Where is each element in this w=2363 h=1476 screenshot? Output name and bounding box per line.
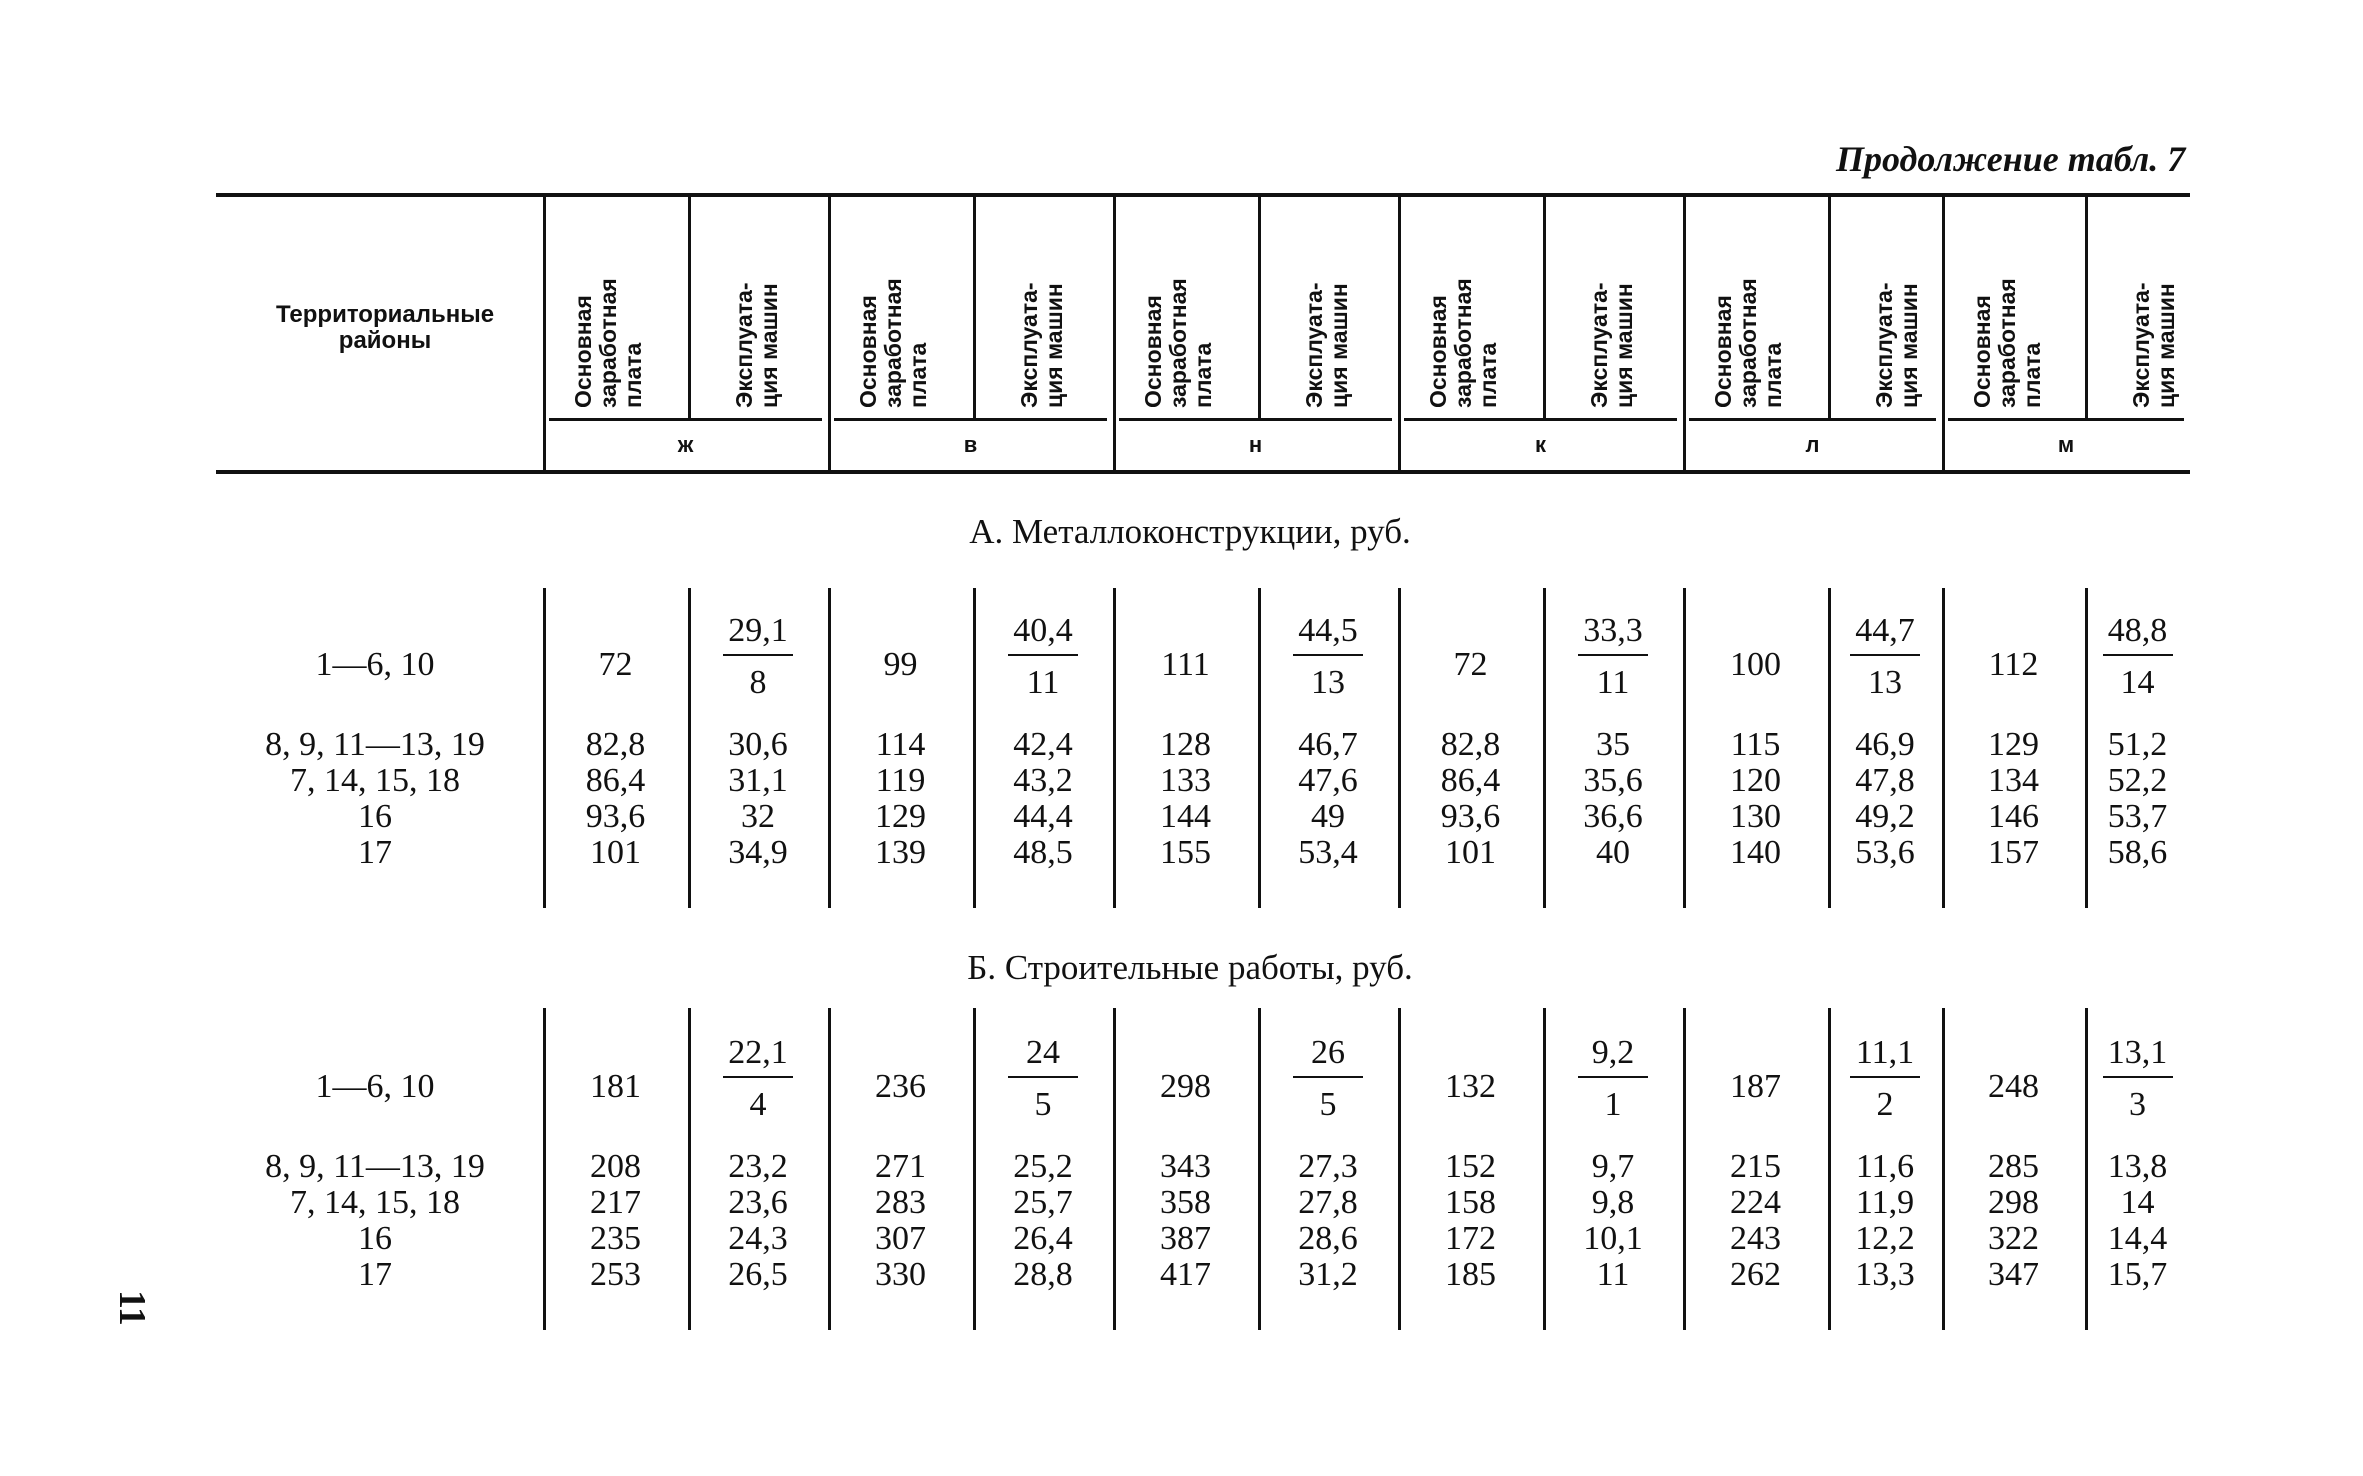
table-cell: 157 (1988, 834, 2039, 871)
body-column-divider (1543, 1008, 1546, 1330)
section-title: Б. Строительные работы, руб. (967, 948, 1413, 987)
fraction-denominator: 5 (1034, 1086, 1052, 1123)
fraction-denominator: 11 (1026, 664, 1060, 701)
table-cell: 28,8 (1013, 1256, 1073, 1293)
table-cell: 217 (590, 1184, 641, 1221)
header-subrule (1689, 418, 1936, 421)
table-cell: 12,2 (1855, 1220, 1915, 1257)
table-cell: 387 (1160, 1220, 1211, 1257)
header-machine-operation: Эксплуата- ция машин (731, 282, 782, 408)
table-cell: 25,2 (1013, 1148, 1073, 1185)
body-column-divider (688, 1008, 691, 1330)
table-cell: 34,9 (728, 834, 788, 871)
fraction-denominator: 2 (1876, 1086, 1894, 1123)
base-wage-value: 111 (1161, 646, 1210, 683)
table-cell: 224 (1730, 1184, 1781, 1221)
table-cell: 14 (2120, 1184, 2155, 1221)
fraction-denominator: 5 (1319, 1086, 1337, 1123)
header-sub-divider (1828, 197, 1831, 419)
table-cell: 101 (590, 834, 641, 871)
table-cell: 24,3 (728, 1220, 788, 1257)
table-cell: 283 (875, 1184, 926, 1221)
body-column-divider (1398, 1008, 1401, 1330)
table-cell: 32 (741, 798, 775, 835)
table-cell: 35,6 (1583, 762, 1643, 799)
base-wage-value: 181 (590, 1068, 641, 1105)
fraction-denominator: 13 (1868, 664, 1902, 701)
header-machine-operation: Эксплуата- ция машин (1871, 282, 1922, 408)
fraction-denominator: 1 (1604, 1086, 1622, 1123)
header-base-wage: Основная заработная плата (1710, 278, 1786, 408)
body-column-divider (1398, 588, 1401, 908)
header-sub-divider (688, 197, 691, 419)
fraction-denominator: 13 (1311, 664, 1345, 701)
header-sub-divider (1543, 197, 1546, 419)
table-cell: 93,6 (585, 798, 646, 835)
table-cell: 15,7 (2107, 1256, 2168, 1293)
body-column-divider (1543, 588, 1546, 908)
base-wage-value: 72 (598, 646, 633, 683)
header-sub-divider (1258, 197, 1261, 419)
header-group-divider (1398, 197, 1401, 470)
fraction-numerator: 24 (1026, 1034, 1060, 1071)
header-group-divider (1942, 197, 1945, 470)
base-wage-value: 248 (1988, 1068, 2039, 1105)
fraction-numerator: 40,4 (1013, 612, 1073, 649)
body-column-divider (1258, 1008, 1261, 1330)
header-machine-operation: Эксплуата- ция машин (1016, 282, 1067, 408)
table-cell: 307 (875, 1220, 926, 1257)
table-cell: 298 (1988, 1184, 2039, 1221)
table-cell: 253 (590, 1256, 641, 1293)
page-number: 11 (111, 1290, 153, 1326)
table-cell: 47,6 (1298, 762, 1358, 799)
table-cell: 27,8 (1298, 1184, 1358, 1221)
table-cell: 129 (1988, 726, 2039, 763)
table-cell: 51,2 (2107, 726, 2168, 763)
table-cell: 172 (1445, 1220, 1496, 1257)
fraction-denominator: 3 (2129, 1086, 2146, 1123)
body-column-divider (828, 588, 831, 908)
table-cell: 14,4 (2107, 1220, 2168, 1257)
table-cell: 185 (1445, 1256, 1496, 1293)
header-base-wage: Основная заработная плата (570, 278, 646, 408)
table-cell: 26,5 (728, 1256, 788, 1293)
fraction-denominator: 11 (1596, 664, 1630, 701)
table-cell: 11 (1596, 1256, 1630, 1293)
fraction-numerator: 11,1 (1855, 1034, 1915, 1071)
body-column-divider (543, 588, 546, 908)
fraction-numerator: 9,2 (1591, 1034, 1635, 1071)
machine-operation-fraction (698, 614, 818, 700)
table-cell: 82,8 (1440, 726, 1501, 763)
table-cell: 322 (1988, 1220, 2039, 1257)
body-column-divider (543, 1008, 546, 1330)
machine-operation-fraction (983, 1036, 1103, 1122)
fraction-numerator: 29,1 (728, 612, 788, 649)
table-cell: 23,6 (728, 1184, 788, 1221)
row-label: 16 (358, 798, 392, 835)
base-wage-value: 298 (1160, 1068, 1211, 1105)
header-sub-divider (2085, 197, 2088, 419)
fraction-numerator: 44,7 (1855, 612, 1915, 649)
header-letter: л (1805, 432, 1820, 457)
table-cell: 13,8 (2107, 1148, 2168, 1185)
machine-operation-fraction (698, 1036, 818, 1122)
header-letter: к (1534, 432, 1546, 457)
table-cell: 208 (590, 1148, 641, 1185)
header-group-divider (543, 197, 546, 470)
table-cell: 134 (1988, 762, 2039, 799)
fraction-numerator: 44,5 (1298, 612, 1358, 649)
header-group-divider (1113, 197, 1116, 470)
body-column-divider (688, 588, 691, 908)
table-cell: 139 (875, 834, 926, 871)
header-subrule (1948, 418, 2184, 421)
header-group-divider (1683, 197, 1686, 470)
table-cell: 49,2 (1855, 798, 1915, 835)
body-column-divider (1258, 588, 1261, 908)
fraction-numerator: 48,8 (2107, 612, 2168, 649)
base-wage-value: 187 (1730, 1068, 1781, 1105)
table-cell: 215 (1730, 1148, 1781, 1185)
row-label: 17 (358, 834, 392, 871)
table-cell: 115 (1730, 726, 1781, 763)
table-cell: 46,7 (1298, 726, 1358, 763)
header-top-rule (216, 193, 2190, 197)
table-cell: 119 (875, 762, 926, 799)
header-subrule (1119, 418, 1392, 421)
header-sub-divider (973, 197, 976, 419)
machine-operation-fraction (983, 614, 1103, 700)
table-cell: 27,3 (1298, 1148, 1358, 1185)
base-wage-value: 99 (883, 646, 918, 683)
header-letter: м (2057, 432, 2075, 457)
table-cell: 52,2 (2107, 762, 2168, 799)
table-cell: 36,6 (1583, 798, 1643, 835)
table-cell: 129 (875, 798, 926, 835)
territorial-regions-header: Территориальные районы (275, 301, 495, 354)
table-cell: 114 (875, 726, 926, 763)
header-base-wage: Основная заработная плата (1969, 278, 2045, 408)
header-letter: ж (677, 432, 694, 457)
table-cell: 44,4 (1013, 798, 1073, 835)
table-cell: 9,8 (1591, 1184, 1635, 1221)
table-cell: 417 (1160, 1256, 1211, 1293)
body-column-divider (828, 1008, 831, 1330)
header-letter: н (1248, 432, 1263, 457)
table-cell: 82,8 (585, 726, 646, 763)
table-cell: 93,6 (1440, 798, 1501, 835)
table-caption: Продолжение табл. 7 (1836, 139, 2186, 179)
machine-operation-fraction (1268, 1036, 1388, 1122)
row-label: 17 (358, 1256, 392, 1293)
table-cell: 13,3 (1855, 1256, 1915, 1293)
table-cell: 140 (1730, 834, 1781, 871)
row-label: 1—6, 10 (315, 1068, 435, 1105)
table-cell: 235 (590, 1220, 641, 1257)
row-label: 8, 9, 11—13, 19 (265, 1148, 485, 1185)
body-column-divider (1683, 588, 1686, 908)
table-cell: 146 (1988, 798, 2039, 835)
row-label: 7, 14, 15, 18 (290, 1184, 460, 1221)
fraction-numerator: 33,3 (1583, 612, 1643, 649)
row-label: 1—6, 10 (315, 646, 435, 683)
table-cell: 152 (1445, 1148, 1496, 1185)
machine-operation-fraction (1268, 614, 1388, 700)
fraction-denominator: 4 (749, 1086, 767, 1123)
table-cell: 43,2 (1013, 762, 1073, 799)
table-cell: 48,5 (1013, 834, 1073, 871)
header-machine-operation: Эксплуата- ция машин (2128, 282, 2179, 408)
table-cell: 46,9 (1855, 726, 1915, 763)
base-wage-value: 112 (1988, 646, 2039, 683)
base-wage-value: 132 (1445, 1068, 1496, 1105)
table-cell: 9,7 (1591, 1148, 1635, 1185)
base-wage-value: 236 (875, 1068, 926, 1105)
table-cell: 347 (1988, 1256, 2039, 1293)
fraction-denominator: 14 (2120, 664, 2155, 701)
table-cell: 35 (1596, 726, 1630, 763)
machine-operation-fraction (1825, 614, 1945, 700)
machine-operation-fraction (1825, 1036, 1945, 1122)
table-cell: 28,6 (1298, 1220, 1358, 1257)
table-cell: 86,4 (585, 762, 646, 799)
table-cell: 243 (1730, 1220, 1781, 1257)
body-column-divider (973, 1008, 976, 1330)
table-cell: 144 (1160, 798, 1211, 835)
table-cell: 10,1 (1583, 1220, 1643, 1257)
header-machine-operation: Эксплуата- ция машин (1301, 282, 1352, 408)
machine-operation-fraction (2078, 614, 2198, 700)
header-base-wage: Основная заработная плата (1425, 278, 1501, 408)
section-title: А. Металлоконструкции, руб. (969, 512, 1411, 551)
table-cell: 130 (1730, 798, 1781, 835)
table-cell: 343 (1160, 1148, 1211, 1185)
table-cell: 271 (875, 1148, 926, 1185)
table-cell: 11,9 (1855, 1184, 1915, 1221)
header-letter: в (963, 432, 978, 457)
table-cell: 155 (1160, 834, 1211, 871)
table-cell: 47,8 (1855, 762, 1915, 799)
row-label: 8, 9, 11—13, 19 (265, 726, 485, 763)
header-subrule (834, 418, 1107, 421)
header-group-divider (828, 197, 831, 470)
fraction-numerator: 13,1 (2107, 1034, 2168, 1071)
table-cell: 26,4 (1013, 1220, 1073, 1257)
table-cell: 42,4 (1013, 726, 1073, 763)
row-label: 16 (358, 1220, 392, 1257)
header-base-wage: Основная заработная плата (1140, 278, 1216, 408)
table-cell: 158 (1445, 1184, 1496, 1221)
table-cell: 285 (1988, 1148, 2039, 1185)
table-cell: 31,1 (728, 762, 788, 799)
table-cell: 86,4 (1440, 762, 1501, 799)
table-cell: 53,6 (1855, 834, 1915, 871)
table-cell: 58,6 (2107, 834, 2168, 871)
table-cell: 262 (1730, 1256, 1781, 1293)
table-cell: 40 (1596, 834, 1630, 871)
machine-operation-fraction (1553, 614, 1673, 700)
table-cell: 128 (1160, 726, 1211, 763)
fraction-numerator: 26 (1311, 1034, 1345, 1071)
table-cell: 101 (1445, 834, 1496, 871)
row-label: 7, 14, 15, 18 (290, 762, 460, 799)
body-column-divider (973, 588, 976, 908)
base-wage-value: 72 (1453, 646, 1488, 683)
header-subrule (549, 418, 822, 421)
table-cell: 133 (1160, 762, 1211, 799)
table-cell: 23,2 (728, 1148, 788, 1185)
table-cell: 49 (1311, 798, 1345, 835)
table-cell: 53,7 (2107, 798, 2168, 835)
table-cell: 30,6 (728, 726, 788, 763)
fraction-numerator: 22,1 (728, 1034, 788, 1071)
table-cell: 120 (1730, 762, 1781, 799)
header-base-wage: Основная заработная плата (855, 278, 931, 408)
header-machine-operation: Эксплуата- ция машин (1586, 282, 1637, 408)
machine-operation-fraction (1553, 1036, 1673, 1122)
table-cell: 330 (875, 1256, 926, 1293)
table-cell: 11,6 (1855, 1148, 1915, 1185)
table-cell: 25,7 (1013, 1184, 1073, 1221)
table-cell: 53,4 (1298, 834, 1358, 871)
header-subrule (1404, 418, 1677, 421)
table-cell: 31,2 (1298, 1256, 1358, 1293)
fraction-denominator: 8 (749, 664, 767, 701)
body-column-divider (1113, 588, 1116, 908)
body-column-divider (1113, 1008, 1116, 1330)
machine-operation-fraction (2078, 1036, 2198, 1122)
header-bottom-rule (216, 470, 2190, 474)
body-column-divider (1683, 1008, 1686, 1330)
base-wage-value: 100 (1730, 646, 1781, 683)
table-cell: 358 (1160, 1184, 1211, 1221)
